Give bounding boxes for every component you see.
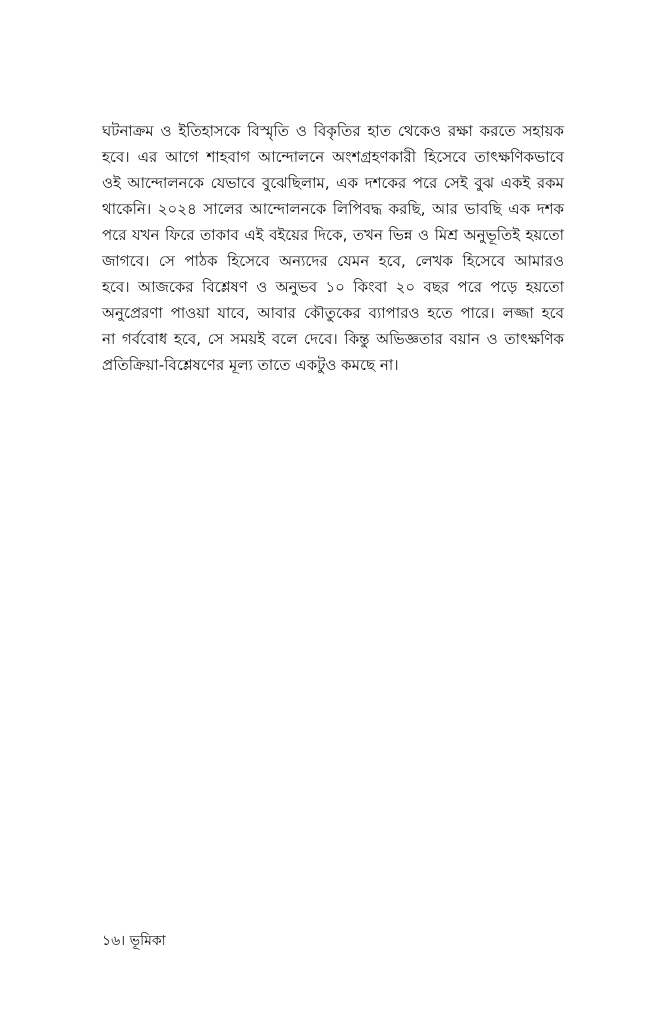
paragraph-line: না গর্ববোধ হবে, সে সময়ই বলে দেবে। কিন্তু অভিজ্ঞতার বয়ান ও তাৎক্ষণিক xyxy=(102,330,564,348)
body-paragraph xyxy=(102,118,564,378)
paragraph-line: অনুপ্রেরণা পাওয়া যাবে, আবার কৌতুকের ব্যাপারও হতে পারে। লজ্জা হবে xyxy=(102,304,564,322)
page-number-footer: ১৬। ভূমিকা xyxy=(102,933,166,949)
paragraph-line: ওই আন্দোলনকে যেভাবে বুঝেছিলাম, এক দশকের পরে সেই বুঝ একই রকম xyxy=(102,174,564,192)
paragraph-line: হবে। এর আগে শাহবাগ আন্দোলনে অংশগ্রহণকারী হিসেবে তাৎক্ষণিকভাবে xyxy=(102,148,564,166)
paragraph-line: জাগবে। সে পাঠক হিসেবে অন্যদের যেমন হবে, লেখক হিসেবে আমারও xyxy=(102,252,564,270)
paragraph-line: থাকেনি। ২০২৪ সালের আন্দোলনকে লিপিবদ্ধ করছি, আর ভাবছি এক দশক xyxy=(102,200,564,218)
paragraph-line: ঘটনাক্রম ও ইতিহাসকে বিস্মৃতি ও বিকৃতির হাত থেকেও রক্ষা করতে সহায়ক xyxy=(102,122,564,140)
paragraph-line: পরে যখন ফিরে তাকাব এই বইয়ের দিকে, তখন ভিন্ন ও মিশ্র অনুভূতিই হয়তো xyxy=(102,226,564,244)
paragraph-line: প্রতিক্রিয়া-বিশ্লেষণের মূল্য তাতে একটুও কমছে না। xyxy=(102,356,399,374)
paragraph-line: হবে। আজকের বিশ্লেষণ ও অনুভব ১০ কিংবা ২০ বছর পরে পড়ে হয়তো xyxy=(102,278,564,296)
